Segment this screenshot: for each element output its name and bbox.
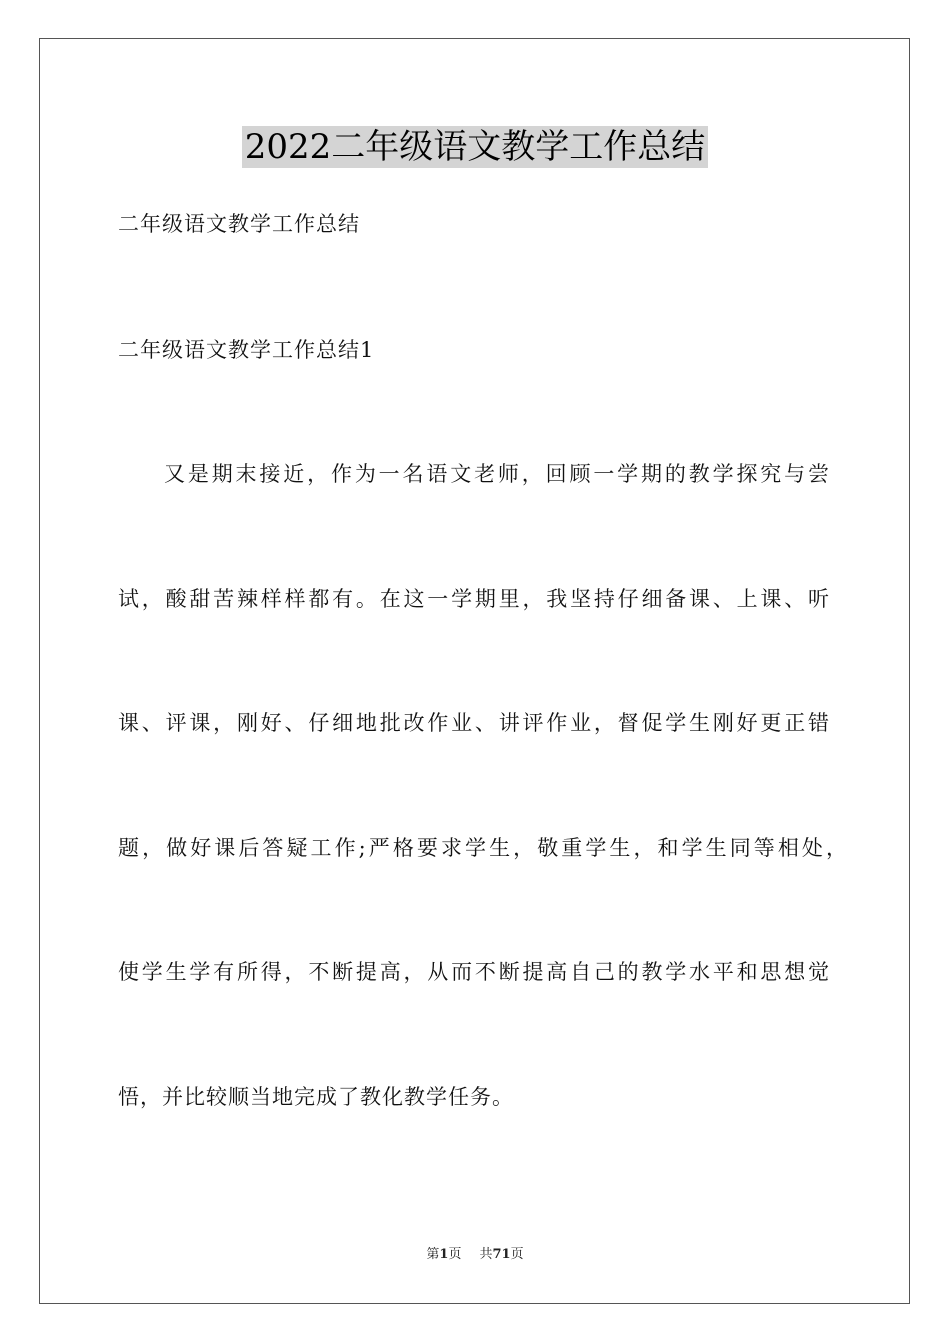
footer-total-prefix: 共 — [479, 1247, 493, 1262]
body-line-2: 试，酸甜苦辣样样都有。在这一学期里，我坚持仔细备课、上课、听 — [118, 587, 830, 611]
footer-page-prefix: 第 — [426, 1247, 440, 1262]
footer-total-pages: 71 — [492, 1247, 511, 1262]
body-line-3: 课、评课，刚好、仔细地批改作业、讲评作业，督促学生刚好更正错 — [118, 711, 830, 735]
footer-total-suffix: 页 — [510, 1247, 524, 1262]
section-heading: 二年级语文教学工作总结1 — [118, 338, 375, 362]
title-container — [0, 126, 950, 168]
page-footer — [0, 1246, 950, 1264]
document-subtitle: 二年级语文教学工作总结 — [118, 212, 360, 236]
footer-current-page: 1 — [439, 1247, 449, 1262]
document-title: 2022二年级语文教学工作总结 — [242, 126, 709, 168]
body-line-4: 题，做好课后答疑工作;严格要求学生，敬重学生，和学生同等相处， — [118, 836, 848, 860]
body-line-1: 又是期末接近，作为一名语文老师，回顾一学期的教学探究与尝 — [164, 462, 830, 486]
footer-page-suffix: 页 — [448, 1247, 462, 1262]
body-line-6: 悟，并比较顺当地完成了教化教学任务。 — [118, 1085, 514, 1109]
body-line-5: 使学生学有所得，不断提高，从而不断提高自己的教学水平和思想觉 — [118, 960, 830, 984]
